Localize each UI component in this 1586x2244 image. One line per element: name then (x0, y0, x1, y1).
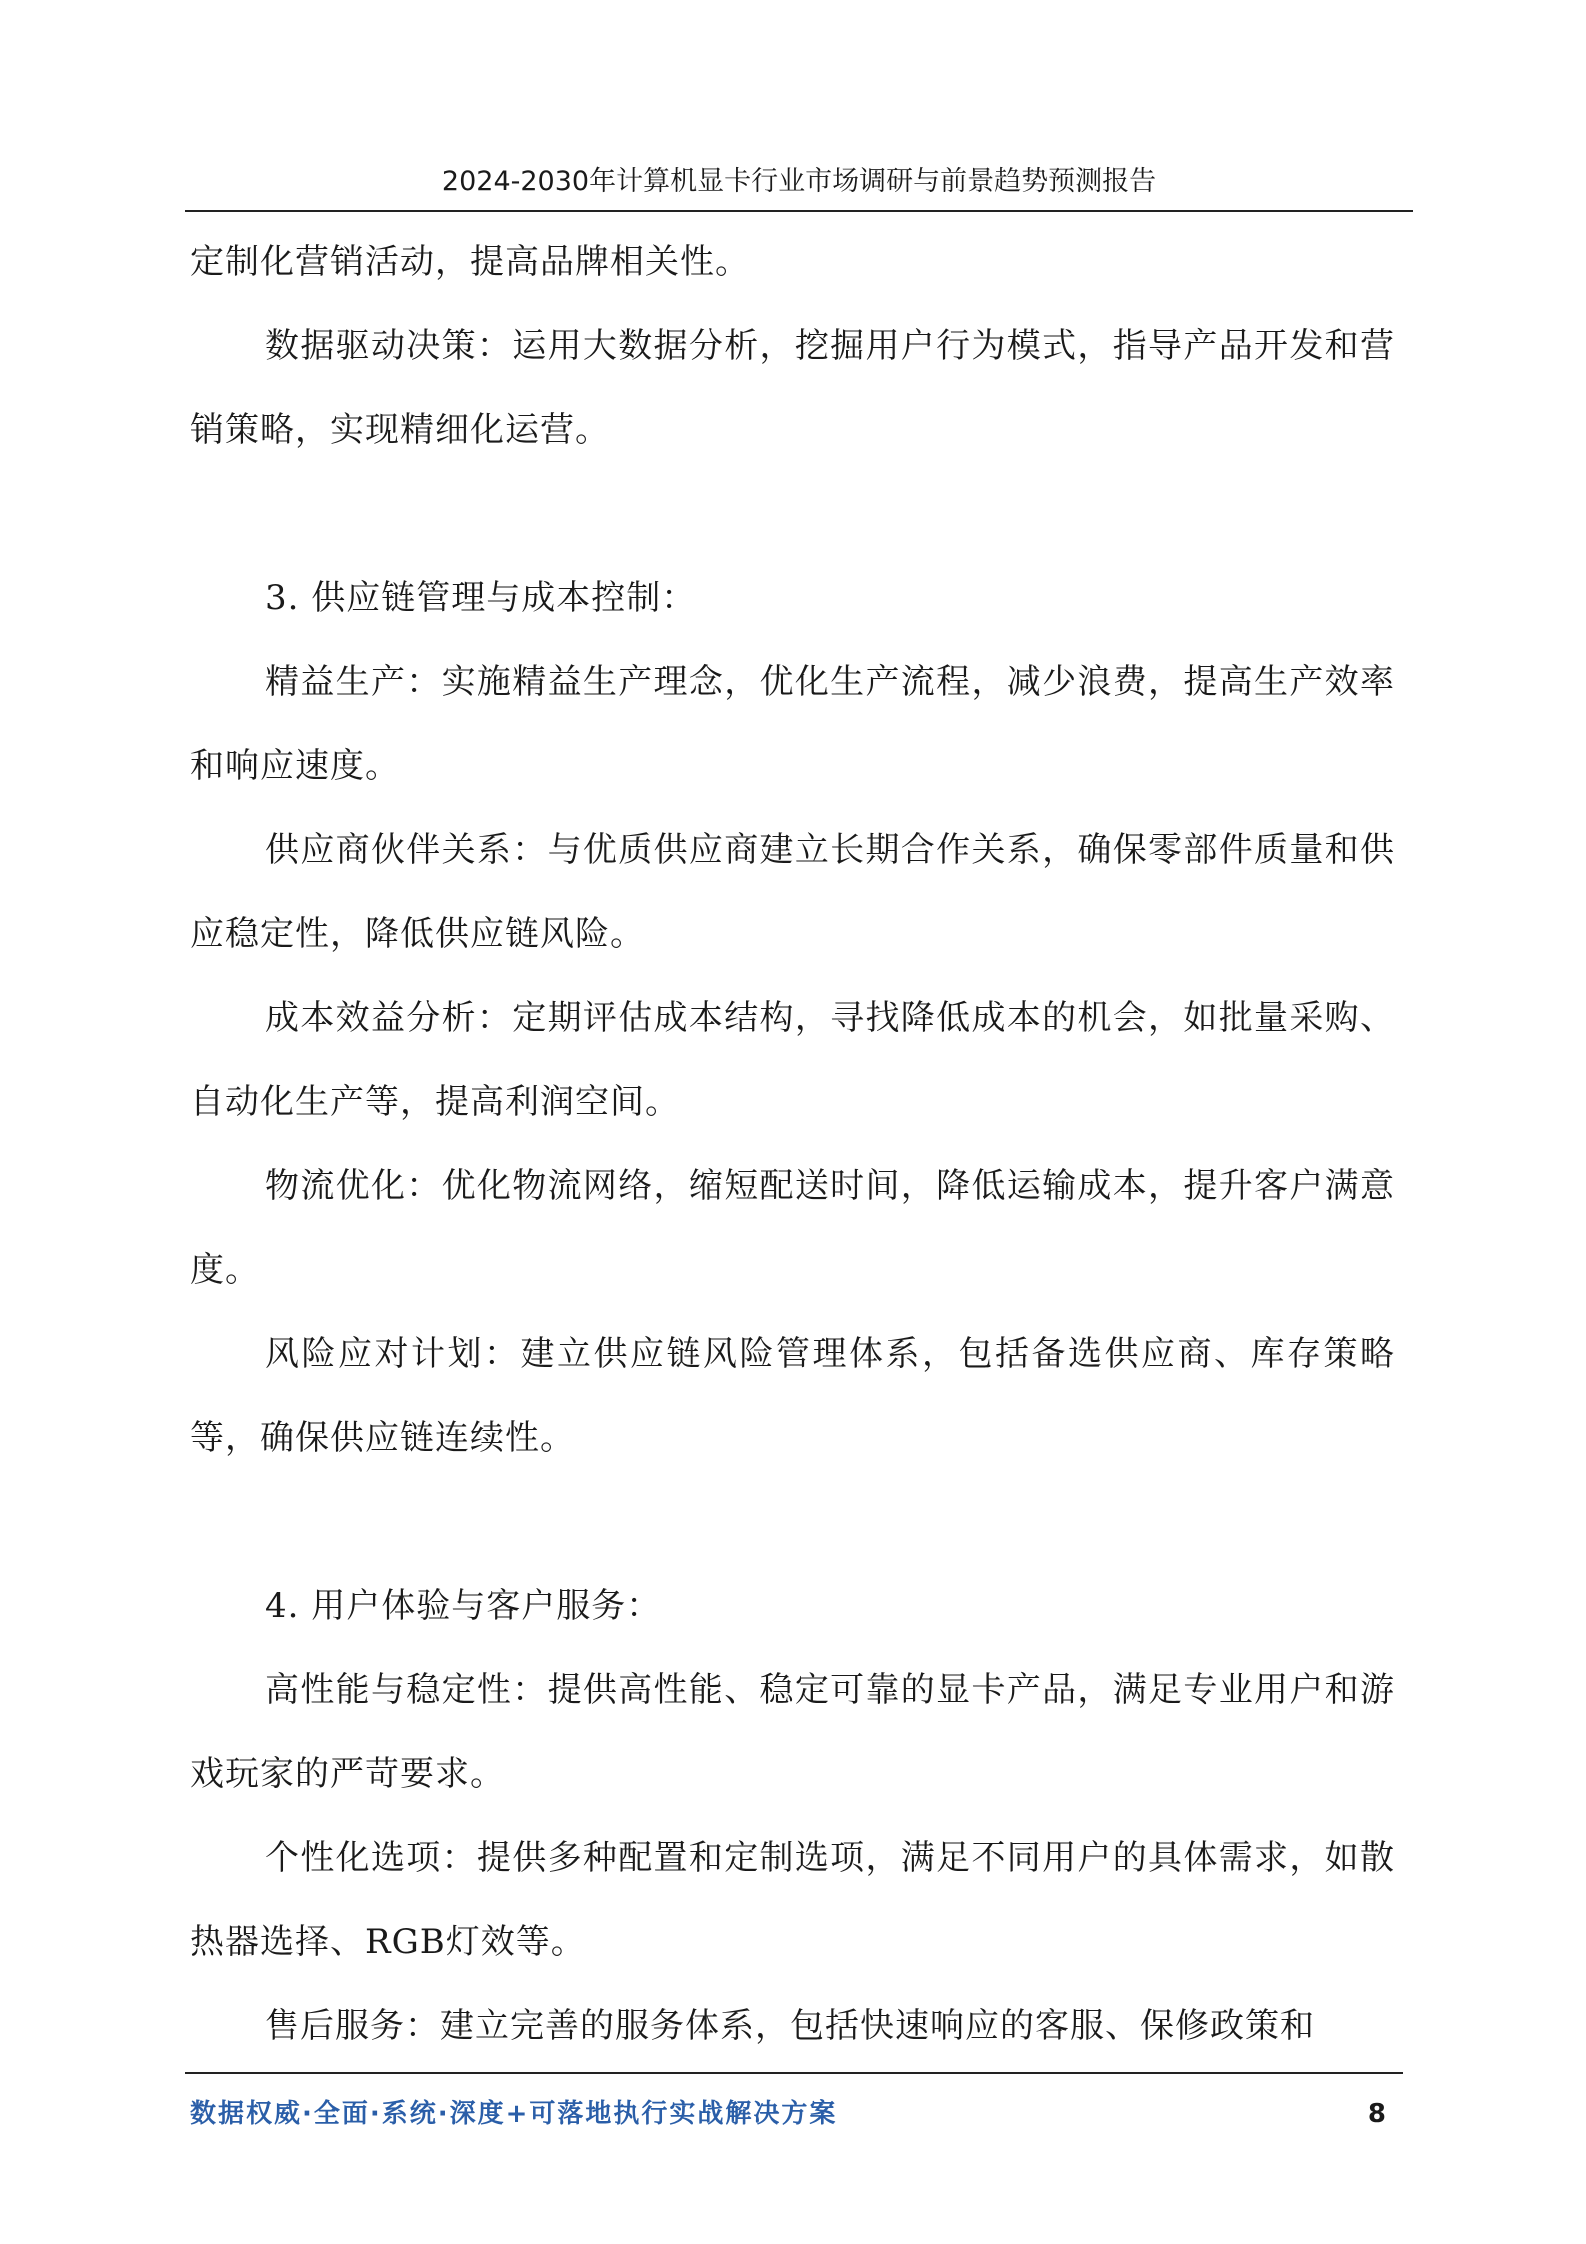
paragraph-cost-benefit: 成本效益分析：定期评估成本结构，寻找降低成本的机会，如批量采购、自动化生产等，提高利润空间。 (190, 998, 1395, 1122)
paragraph-logistics: 物流优化：优化物流网络，缩短配送时间，降低运输成本，提升客户满意度。 (190, 1166, 1395, 1290)
paragraph-after-sales: 售后服务：建立完善的服务体系，包括快速响应的客服、保修政策和 (265, 2006, 1315, 2046)
section-heading-3: 3. 供应链管理与成本控制： (265, 578, 697, 618)
main-content (190, 220, 1395, 2068)
paragraph-personalization: 个性化选项：提供多种配置和定制选项，满足不同用户的具体需求，如散热器选择、RGB灯效等。 (190, 1838, 1395, 1962)
section-heading-4: 4. 用户体验与客户服务： (265, 1586, 662, 1626)
section-gap (190, 1480, 1395, 1564)
report-title: 2024-2030年计算机显卡行业市场调研与前景趋势预测报告 (441, 166, 1157, 197)
paragraph-lean-production: 精益生产：实施精益生产理念，优化生产流程，减少浪费，提高生产效率和响应速度。 (190, 662, 1395, 786)
page-number: 8 (1367, 2099, 1386, 2129)
footer-divider (185, 2072, 1403, 2074)
paragraph-risk-plan: 风险应对计划：建立供应链风险管理体系，包括备选供应商、库存策略等，确保供应链连续性。 (190, 1334, 1395, 1458)
paragraph-performance: 高性能与稳定性：提供高性能、稳定可靠的显卡产品，满足专业用户和游戏玩家的严苛要求。 (190, 1670, 1395, 1794)
paragraph-data-driven: 数据驱动决策：运用大数据分析，挖掘用户行为模式，指导产品开发和营销策略，实现精细化运营。 (190, 326, 1395, 450)
section-gap (190, 472, 1395, 556)
page-header (185, 160, 1413, 212)
continuation-paragraph: 定制化营销活动，提高品牌相关性。 (190, 242, 750, 282)
footer-slogan: 数据权威·全面·系统·深度+可落地执行实战解决方案 (190, 2099, 838, 2129)
paragraph-supplier-partnership: 供应商伙伴关系：与优质供应商建立长期合作关系，确保零部件质量和供应稳定性，降低供应链风险。 (190, 830, 1395, 954)
